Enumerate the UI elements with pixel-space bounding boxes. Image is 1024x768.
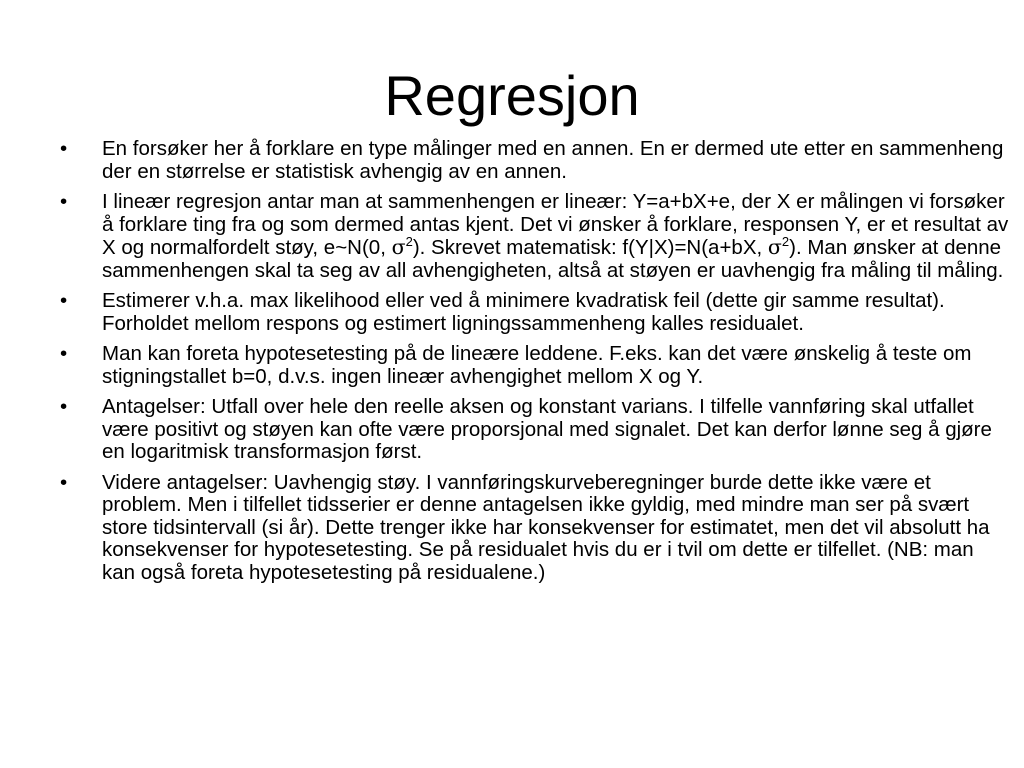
bullet-item xyxy=(60,290,1010,335)
bullet-item xyxy=(60,396,1010,464)
bullet-text-part: ). Man ønsker at denne sammenhengen skal ta seg av all avhengigheten, altså at støyen er uavhengig fra måling til måling. xyxy=(102,236,1004,282)
sigma-symbol: σ xyxy=(391,235,406,259)
bullet-marker: • xyxy=(60,137,68,160)
bullet-text: Man kan foreta hypotesetesting på de lineære leddene. F.eks. kan det være ønskelig å teste om stigningstallet b=0, d.v.s. ingen lineær avhengighet mellom X og Y. xyxy=(102,342,972,388)
bullet-marker: • xyxy=(60,342,68,365)
bullet-list xyxy=(60,138,1010,592)
bullet-item xyxy=(60,472,1010,585)
slide-title: Regresjon xyxy=(384,64,640,127)
bullet-marker: • xyxy=(60,395,68,418)
bullet-text xyxy=(102,191,1010,282)
bullet-item xyxy=(60,138,1010,183)
bullet-text: En forsøker her å forklare en type målinger med en annen. En er dermed ute etter en sammenheng der en størrelse er statistisk avhengig av en annen. xyxy=(102,137,1004,183)
bullet-marker: • xyxy=(60,190,68,213)
sigma-symbol: σ xyxy=(767,235,782,259)
bullet-marker: • xyxy=(60,470,68,494)
bullet-text: Antagelser: Utfall over hele den reelle aksen og konstant varians. I tilfelle vannføring skal utfallet være positivt og støyen kan ofte være proporsjonal med signalet. Det kan derfor lønne seg å gjøre en logaritmisk transformasjon først. xyxy=(102,395,992,463)
bullet-text-part: ). Skrevet matematisk: f(Y|X)=N(a+bX, xyxy=(412,236,768,259)
bullet-text: Estimerer v.h.a. max likelihood eller ved å minimere kvadratisk feil (dette gir samme resultat). Forholdet mellom respons og estimert ligningssammenheng kalles residualet. xyxy=(102,289,945,335)
bullet-item xyxy=(60,191,1010,282)
bullet-item xyxy=(60,343,1010,388)
bullet-text-part: I lineær regresjon antar man at sammenhengen er lineær: Y=a+bX+e, der X er målingen vi forsøker å forklare ting fra og som dermed antas kjent. Det vi ønsker å forklare, responsen Y, er et resultat av X og normalfordelt støy, e~N(0, xyxy=(102,190,1009,259)
superscript: 2 xyxy=(781,234,790,250)
bullet-marker: • xyxy=(60,289,68,312)
superscript: 2 xyxy=(405,234,413,250)
bullet-text: Videre antagelser: Uavhengig støy. I vannføringskurveberegninger burde dette ikke være et problem. Men i tilfellet tidsserier er denne antagelsen ikke gyldig, med mindre man ser på svært store tidsintervall (si år). Dette trenger ikke har konsekvenser for estimatet, men det vil absolutt ha konsekvenser for hypotesetesting. Se på residualet hvis du er i tvil om dette er tilfellet. (NB: man kan også foreta hypotesetesting på residualene.) xyxy=(102,470,990,584)
